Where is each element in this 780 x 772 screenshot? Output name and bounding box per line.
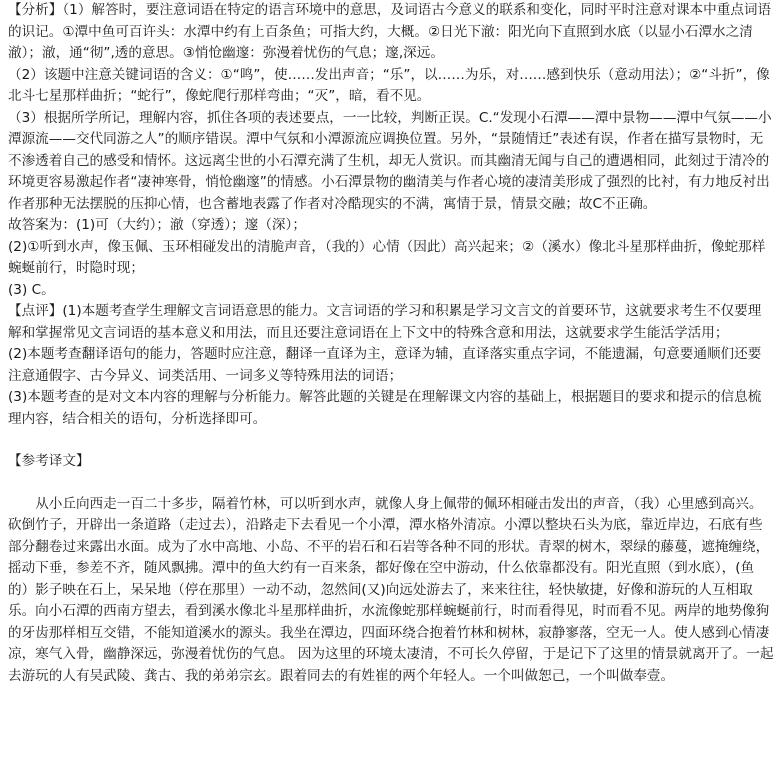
answer-line-1: 故答案为：(1)可（大约）；澈（穿透）；邃（深）； [8,217,306,233]
translation-body: 从小丘向西走一百二十多步，隔着竹林，可以听到水声，就像人身上佩带的佩环相碰击发出的声音，（我）心里感到高兴。砍倒竹子，开辟出一条道路（走过去），沿路走下去看见一个小潭，潭水格外清凉。小潭以整块石头为底，靠近岸边，石底有些部分翻卷过来露出水面。成为了水中高地、小岛、不平的岩石和石岩等各种不同的形状。青翠的树木，翠绿的藤蔓，遮掩缠绕，摇动下垂，参差不齐，随风飘拂。潭中的鱼大约有一百来条，都好像在空中游动，什么依靠都没有。阳光直照（到水底），(鱼的）影子映在石上，呆呆地（停在那里）一动不动，忽然间(又)向远处游去了，来来往往，轻快敏捷，好像和游玩的人互相取乐。向小石潭的西南方望去，看到溪水像北斗星那样曲折，水流像蛇那样蜿蜒前行，时而看得见，时而看不见。两岸的地势像狗的牙齿那样相互交错，不能知道溪水的源头。我坐在潭边，四面环绕合抱着竹林和树林，寂静寥落，空无一人。使人感到心情凄凉，寒气入骨，幽静深远，弥漫着忧伤的气息。 因为这里的环境太凄清，不可长久停留，于是记下了这里的情景就离开了。一起去游玩的人有吴武陵、龚古、我的弟弟宗玄。跟着同去的有姓崔的两个年轻人。一个叫做恕己，一个叫做奉壹。 [8,495,774,684]
comment-paragraph-3: (3)本题考查的是对文本内容的理解与分析能力。解答此题的关键是在理解课文内容的基础上，根据题目的要求和提示的信息梳理内容，结合相关的语句，分析选择即可。 [8,389,762,427]
comment-paragraph-1 [8,301,774,344]
translation-spacer [8,473,774,494]
translation-section [8,451,774,687]
analysis-paragraph-3: （3）根据所学所记，理解内容，抓住各项的表述要点，一一比较，判断正误。C.“发现小石潭——潭中景物——潭中气氛——小潭源流——交代同游之人”的顺序错误。潭中气氛和小潭源流应调换位置。另外，“景随情迁”表述有误，作者在描写景物时，无不渗透着自己的感受和情怀。这远离尘世的小石潭充满了生机，却无人赏识。而其幽清无闻与自己的遭遇相同，此刻过于清冷的环境更容易激起作者“凄神寒骨，悄怆幽邃”的情感。小石潭景物的幽清美与作者心境的凄清美形成了强烈的比衬，有力地反衬出作者那种无法摆脱的压抑心情，也含蓄地表露了作者对冷酷现实的不满，寓情于景，情景交融；故C不正确。 [8,109,772,212]
translation-heading: 【参考译文】 [8,453,90,469]
section-spacer [8,430,774,451]
answer-line-2: (2)①听到水声，像玉佩、玉环相碰发出的清脆声音，（我的）心情（因此）高兴起来；②（溪水）像北斗星那样曲折，像蛇那样蜿蜒前行，时隐时现； [8,238,766,276]
comment-heading: 【点评】 [8,303,63,319]
analysis-heading: 【分析】 [8,2,63,18]
answer-section [8,215,774,301]
comment-section [8,301,774,430]
comment-p1-text: (1)本题考查学生理解文言词语意思的能力。文言词语的学习和积累是学习文言文的首要环节，这就要求考生不仅要理解和掌握常见文言词语的基本意义和用法，而且还要注意词语在上下文中的特殊含意和用法，这就要求学生能活学活用； [8,303,762,341]
analysis-paragraph-2: （2）该题中注意关键词语的含义：①“鸣”，使……发出声音；“乐”，以……为乐，对……感到快乐（意动用法）；②“斗折”，像北斗七星那样曲折；“蛇行”，像蛇爬行那样弯曲；“灭”，暗，看不见。 [8,66,770,104]
analysis-p1-text: （1）解答时，要注意词语在特定的语言环境中的意思，及词语古今意义的联系和变化，同时平时注意对课本中重点词语的识记。①潭中鱼可百许头：水潭中约有上百条鱼；可指大约，大概。②日光下澈：阳光向下直照到水底（以显小石潭水之清澈）；澈，通“彻”,透的意思。③悄怆幽邃：弥漫着忧伤的气息；邃,深远。 [8,2,772,61]
comment-paragraph-2: (2)本题考查翻译语句的能力，答题时应注意，翻译一直译为主，意译为辅，直译落实重点字词，不能遗漏，句意要通顺们还要注意通假字、古今异义、词类活用、一词多义等特殊用法的词语； [8,346,762,384]
analysis-section [8,0,774,215]
answer-line-3: (3) C。 [8,281,55,298]
analysis-paragraph-1 [8,0,774,65]
